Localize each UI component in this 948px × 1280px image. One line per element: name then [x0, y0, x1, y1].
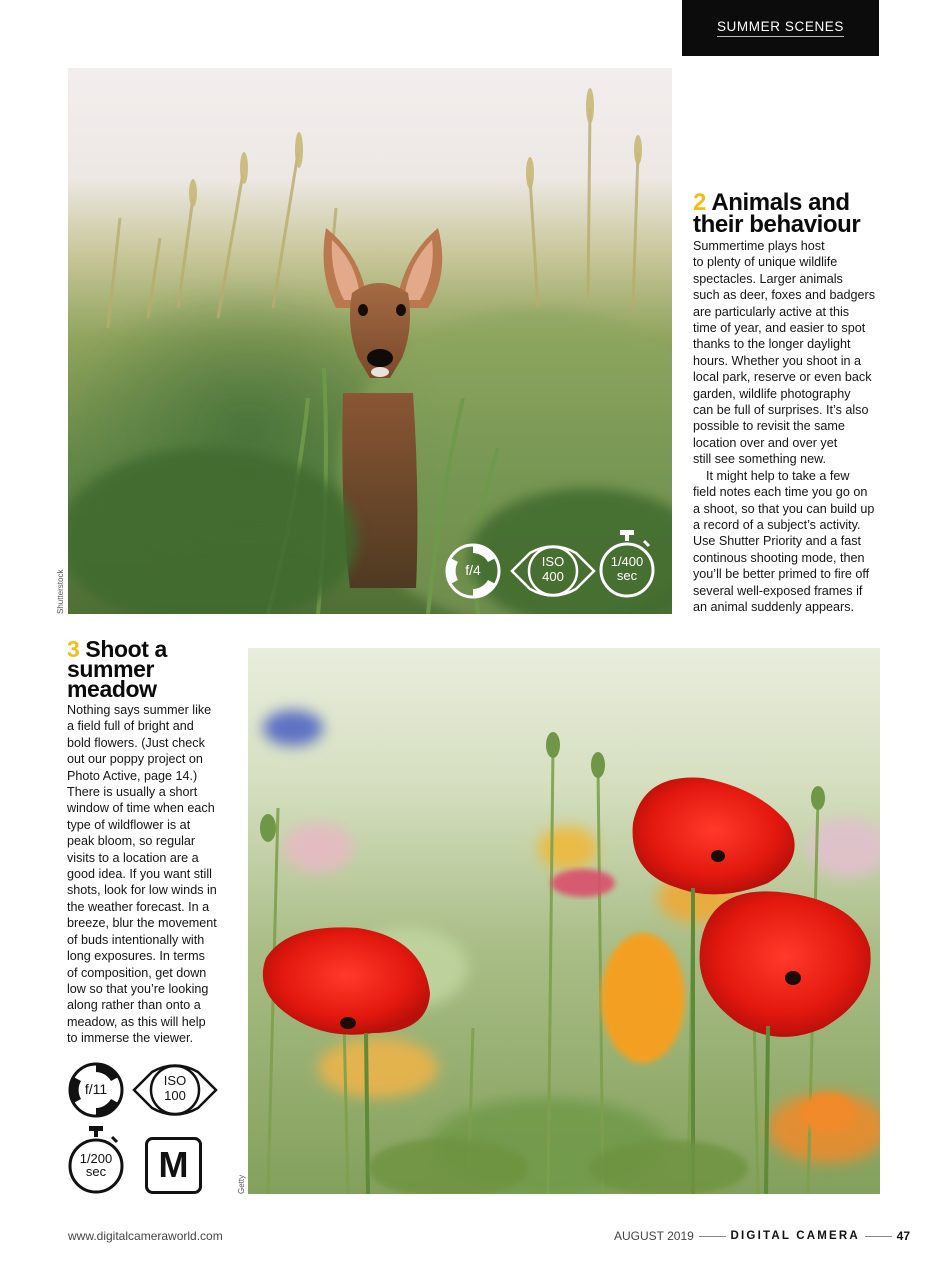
aperture-value: f/4	[465, 562, 481, 578]
footer-rule	[699, 1236, 726, 1237]
meadow-heading	[67, 636, 237, 702]
iso-setting	[510, 542, 596, 600]
animals-paragraph-2: It might help to take a few field notes each time you go on a shoot, so that you can build up a record of a subject’s activity. Use Shutter Priority and a fast continous shooting mode, then you’ll be better primed to fire off several well-exposed frames if an animal suddenly appears.	[693, 468, 875, 614]
animals-number: 2	[693, 189, 706, 216]
deer-photo-credit: Shutterstock	[56, 569, 65, 614]
animals-title-line1: Animals and	[711, 189, 850, 216]
shutter-value: 1/400	[610, 554, 644, 569]
meadow-title-line1: Shoot a	[85, 636, 167, 662]
poppy-meadow-image	[248, 648, 880, 1194]
aperture-setting	[444, 542, 502, 600]
meadow-body	[67, 702, 237, 1047]
animals-title-line2: their behaviour	[693, 210, 861, 238]
page-number: 47	[896, 1229, 910, 1243]
meadow-number: 3	[67, 636, 80, 662]
meadow-title-line3: meadow	[67, 676, 157, 702]
meadow-photo-credit: Getty	[237, 1174, 246, 1194]
shutter-speed-setting	[598, 530, 656, 600]
shutter-unit: sec	[616, 568, 638, 583]
footer-folio	[614, 1229, 910, 1243]
meadow-iso-label: ISO	[163, 1073, 187, 1088]
meadow-aperture-setting	[68, 1062, 124, 1118]
meadow-paragraph: Nothing says summer like a field full of bright and bold flowers. (Just check out our poppy project on Photo Active, page 14.) There is usually a short window of time when each type of wildflower is at peak bloom, so regular visits to a location are a good idea. If you want still shots, look for low winds in the weather forecast. In a breeze, blur the movement of buds intentionally with long exposures. In terms of composition, get down low so that you’re looking along rather than onto a meadow, as this will help to immerse the viewer.	[67, 703, 217, 1046]
footer-website[interactable]: www.digitalcameraworld.com	[68, 1229, 223, 1243]
footer-issue: AUGUST 2019	[614, 1229, 694, 1243]
animals-paragraph-1: Summertime plays host to plenty of unique wildlife spectacles. Larger animals such as deer, foxes and badgers are particularly active at this time of year, and easier to spot thanks to the longer daylight hours. Whether you shoot in a local park, reserve or even back garden, wildlife photography can be full of surprises. It’s also possible to revisit the same location over and over yet still see something new.	[693, 239, 876, 467]
footer-magazine: DIGITAL CAMERA	[730, 1230, 860, 1242]
deer-photo	[68, 68, 672, 614]
animals-heading	[693, 189, 903, 238]
animals-body	[693, 238, 898, 615]
iso-value: 400	[542, 569, 564, 584]
meadow-aperture-value: f/11	[84, 1081, 108, 1097]
meadow-iso-value: 100	[164, 1088, 186, 1103]
meadow-iso-setting	[132, 1062, 218, 1118]
section-tab-label: SUMMER SCENES	[717, 19, 844, 37]
section-tab	[682, 0, 879, 56]
meadow-shutter-value: 1/200	[79, 1151, 113, 1166]
meadow-shutter-speed-setting	[68, 1126, 124, 1194]
meadow-shutter-unit: sec	[85, 1164, 107, 1179]
iso-label: ISO	[541, 554, 565, 569]
meadow-photo	[248, 648, 880, 1194]
deer-in-wheat-image	[68, 68, 672, 614]
footer-rule	[865, 1236, 892, 1237]
meadow-title-line2: summer	[67, 656, 155, 682]
exposure-mode-setting	[145, 1137, 202, 1194]
exposure-mode-value: M	[158, 1144, 189, 1185]
